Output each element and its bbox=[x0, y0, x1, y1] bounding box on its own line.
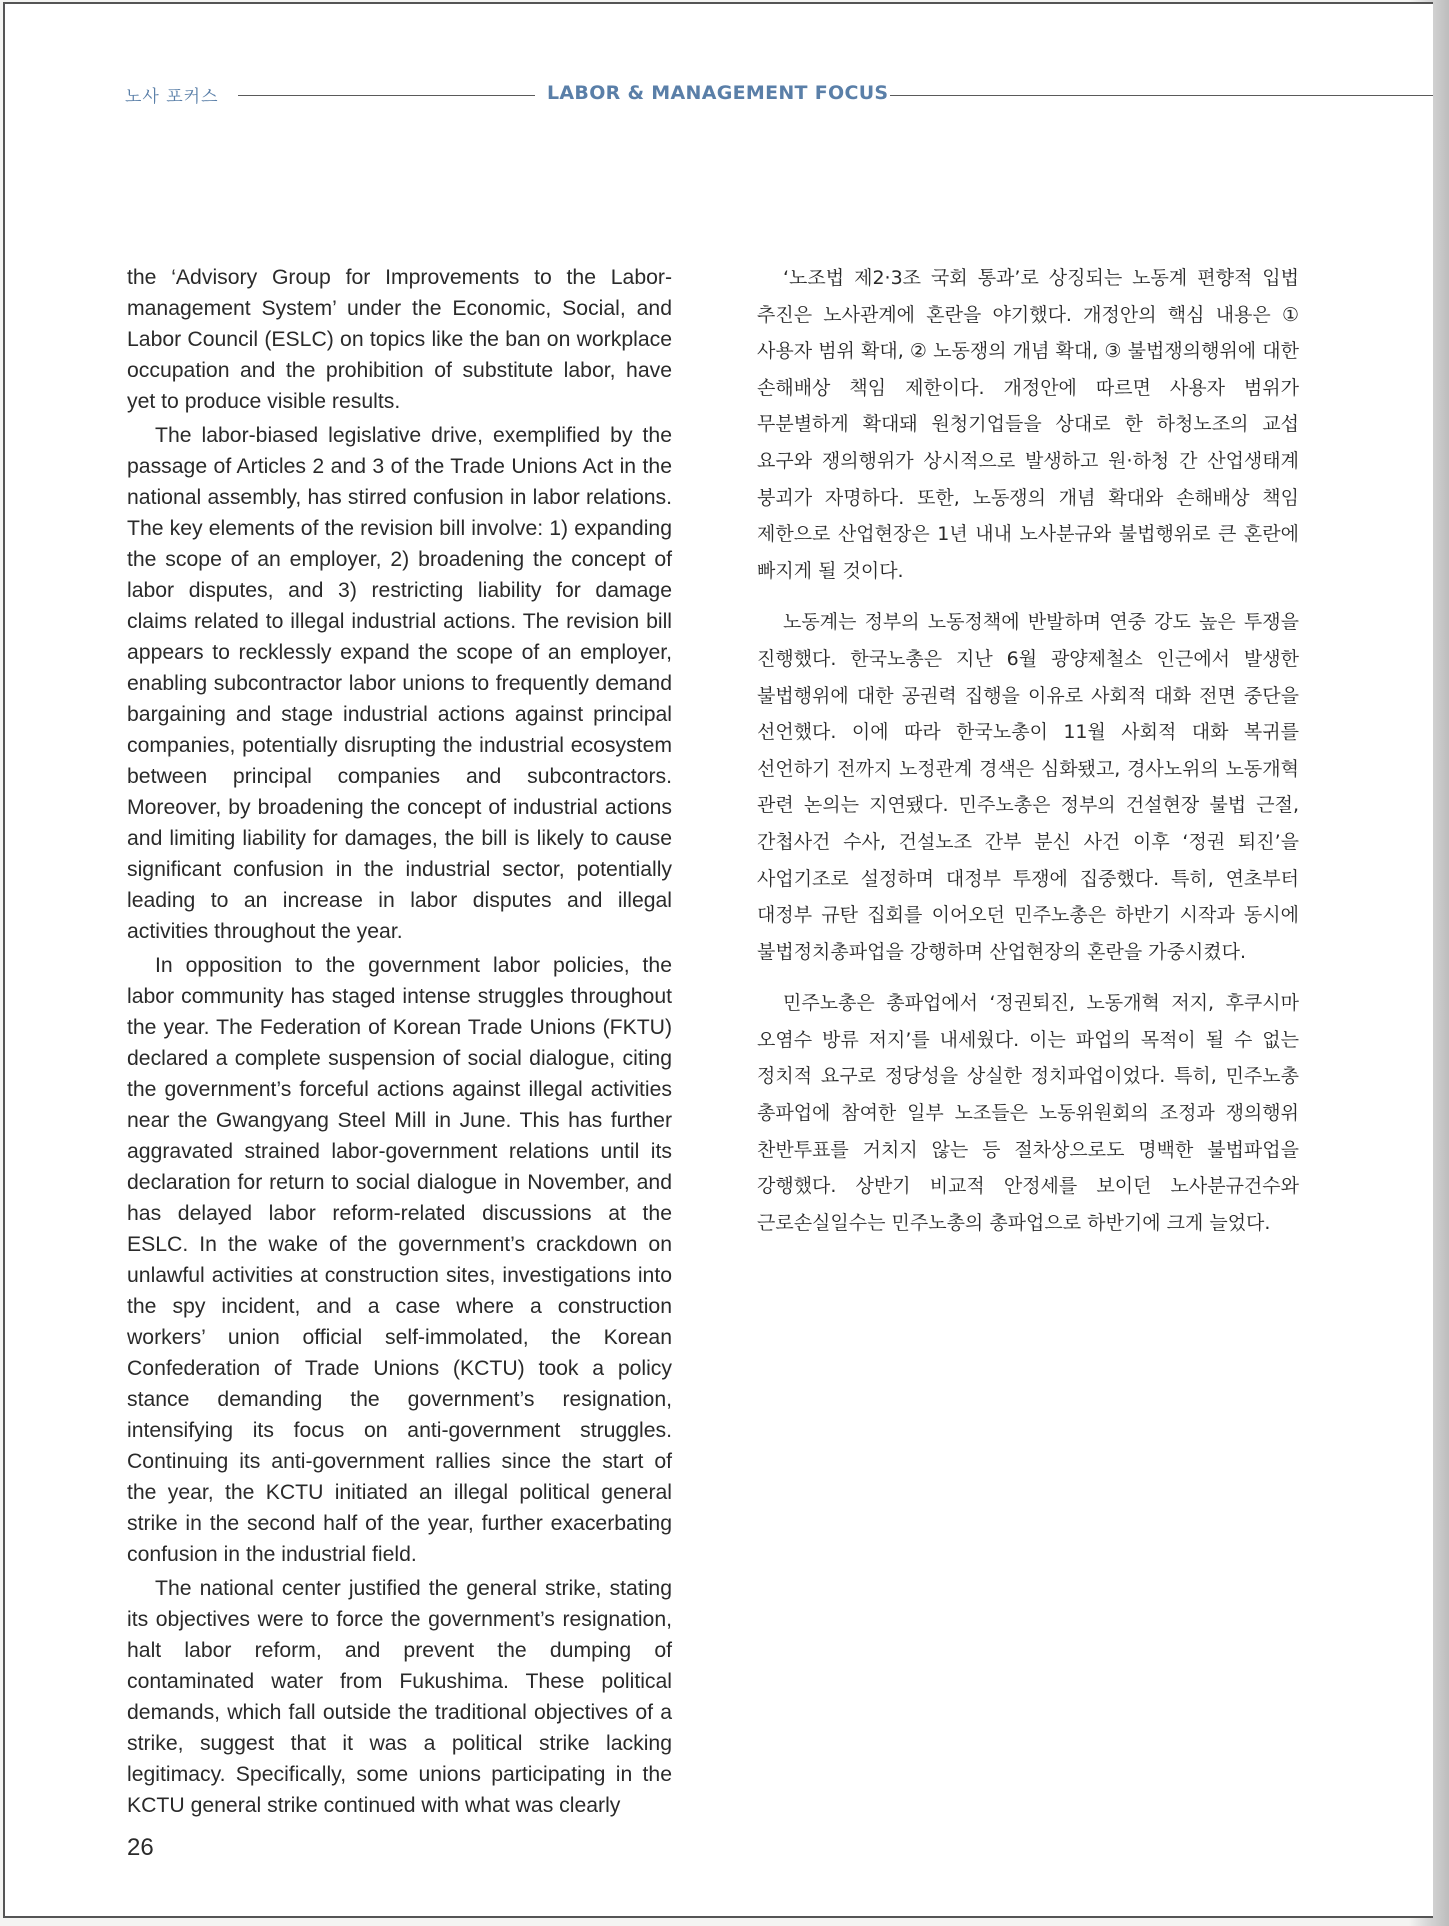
header-section-english: LABOR & MANAGEMENT FOCUS bbox=[547, 82, 889, 104]
english-text-column bbox=[127, 262, 672, 1824]
korean-text-column bbox=[757, 260, 1299, 1256]
english-paragraph-4: The national center justified the general strike, stating its objectives were to force the government’s resignation, halt labor reform, and prevent the dumping of contaminated water from Fukushima. These political demands, which fall outside the traditional objectives of a strike, suggest that it was a political strike lacking legitimacy. Specifically, some unions participating in the KCTU general strike continued with what was clearly bbox=[127, 1577, 672, 1817]
page-number: 26 bbox=[127, 1834, 154, 1861]
english-paragraph-2: The labor-biased legislative drive, exemplified by the passage of Articles 2 and 3 of the Trade Unions Act in the national assembly, has stirred confusion in labor relations. The key elements of the revision bill involve: 1) expanding the scope of an employer, 2) broadening the concept of labor disputes, and 3) restricting liability for damage claims related to illegal industrial actions. The revision bill appears to recklessly expand the scope of an employer, enabling subcontractor labor unions to frequently demand bargaining and stage industrial actions against principal companies, potentially disrupting the industrial ecosystem between principal companies and subcontractors. Moreover, by broadening the concept of industrial actions and limiting liability for damages, the bill is likely to cause significant confusion in the industrial sector, potentially leading to an increase in labor disputes and illegal activities throughout the year. bbox=[127, 424, 672, 943]
header-rule-right bbox=[890, 95, 1433, 96]
running-header bbox=[125, 79, 1433, 109]
english-paragraph-3: In opposition to the government labor policies, the labor community has staged intense struggles throughout the year. The Federation of Korean Trade Unions (FKTU) declared a complete suspension of social dialogue, citing the government’s forceful actions against illegal activities near the Gwangyang Steel Mill in June. This has further aggravated strained labor-government relations until its declaration for return to social dialogue in November, and has delayed labor reform-related discussions at the ESLC. In the wake of the government’s crackdown on unlawful activities at construction sites, investigations into the spy incident, and a case where a construction workers’ union official self-immolated, the Korean Confederation of Trade Unions (KCTU) took a policy stance demanding the government’s resignation, intensifying its focus on anti-government struggles. Continuing its anti-government rallies since the start of the year, the KCTU initiated an illegal political general strike in the second half of the year, further exacerbating confusion in the industrial field. bbox=[127, 954, 672, 1566]
document-page bbox=[3, 2, 1433, 1918]
korean-paragraph-2: 노동계는 정부의 노동정책에 반발하며 연중 강도 높은 투쟁을 진행했다. 한국노총은 지난 6월 광양제철소 인근에서 발생한 불법행위에 대한 공권력 집행을 이유로 사회적 대화 전면 중단을 선언했다. 이에 따라 한국노총이 11월 사회적 대화 복귀를 선언하기 전까지 노정관계 경색은 심화됐고, 경사노위의 노동개혁 관련 논의는 지연됐다. 민주노총은 정부의 건설현장 불법 근절, 간첩사건 수사, 건설노조 간부 분신 사건 이후 ‘정권 퇴진’을 사업기조로 설정하며 대정부 투쟁에 집중했다. 특히, 연초부터 대정부 규탄 집회를 이어오던 민주노총은 하반기 시작과 동시에 불법정치총파업을 강행하며 산업현장의 혼란을 가중시켰다. bbox=[757, 611, 1299, 963]
english-paragraph-1: the ‘Advisory Group for Improvements to the Labor-management System’ under the Economic, Social, and Labor Council (ESLC) on topics like the ban on workplace occupation and the prohibition of substitute labor, have yet to produce visible results. bbox=[127, 266, 672, 413]
header-section-korean: 노사 포커스 bbox=[125, 87, 219, 107]
header-rule-left bbox=[238, 95, 535, 96]
korean-paragraph-1: ‘노조법 제2·3조 국회 통과’로 상징되는 노동계 편향적 입법 추진은 노사관계에 혼란을 야기했다. 개정안의 핵심 내용은 ① 사용자 범위 확대, ② 노동쟁의 개념 확대, ③ 불법쟁의행위에 대한 손해배상 책임 제한이다. 개정안에 따르면 사용자 범위가 무분별하게 확대돼 원청기업들을 상대로 한 하청노조의 교섭 요구와 쟁의행위가 상시적으로 발생하고 원·하청 간 산업생태계 붕괴가 자명하다. 또한, 노동쟁의 개념 확대와 손해배상 책임 제한으로 산업현장은 1년 내내 노사분규와 불법행위로 큰 혼란에 빠지게 될 것이다. bbox=[757, 267, 1299, 582]
korean-paragraph-3: 민주노총은 총파업에서 ‘정권퇴진, 노동개혁 저지, 후쿠시마 오염수 방류 저지’를 내세웠다. 이는 파업의 목적이 될 수 없는 정치적 요구로 정당성을 상실한 정치파업이었다. 특히, 민주노총 총파업에 참여한 일부 노조들은 노동위원회의 조정과 쟁의행위 찬반투표를 거치지 않는 등 절차상으로도 명백한 불법파업을 강행했다. 상반기 비교적 안정세를 보이던 노사분규건수와 근로손실일수는 민주노총의 총파업으로 하반기에 크게 늘었다. bbox=[757, 992, 1299, 1234]
